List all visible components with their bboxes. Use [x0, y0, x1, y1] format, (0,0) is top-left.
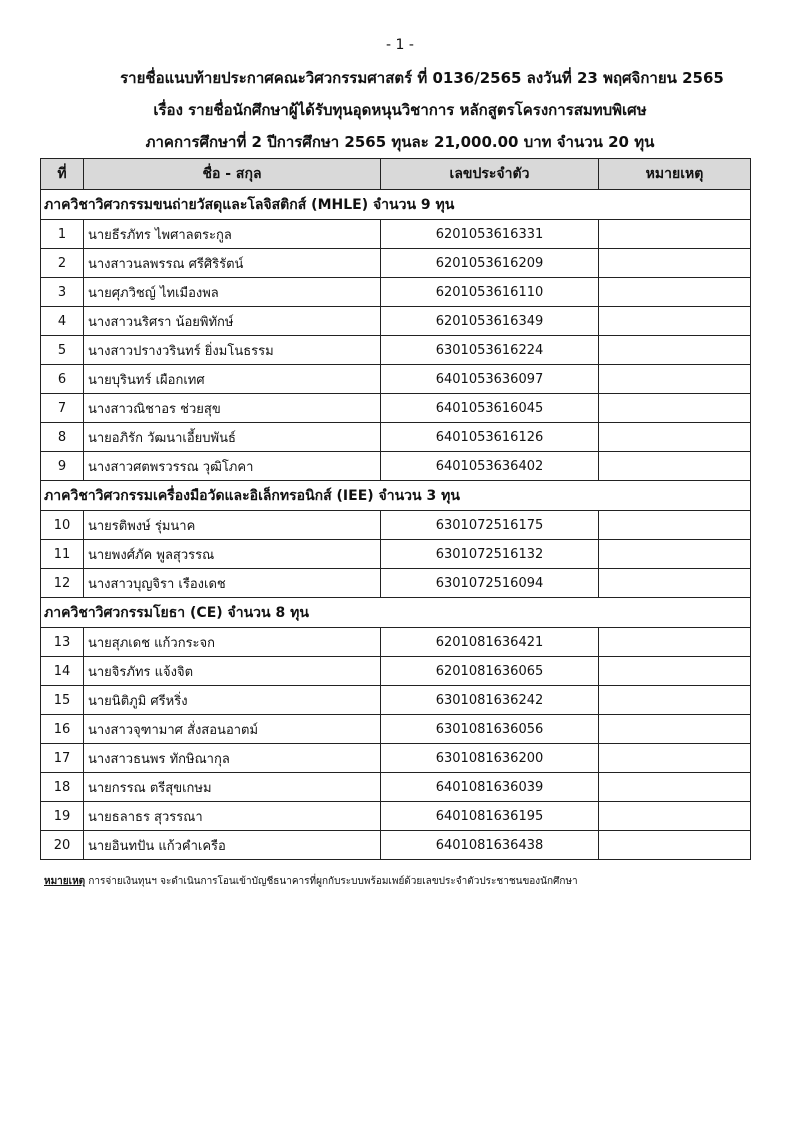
student-name: นายธีรภัทร ไพศาลตระกูล [84, 220, 381, 249]
student-name: นายกรรณ ตรีสุขเกษม [84, 773, 381, 802]
student-name: นายสุภเดช แก้วกระจก [84, 628, 381, 657]
student-name: นายอินทปัน แก้วคำเครือ [84, 831, 381, 860]
table-row [41, 278, 751, 307]
student-name: นางสาวณิชาอร ช่วยสุข [84, 394, 381, 423]
column-header-remark: หมายเหตุ [599, 159, 751, 190]
column-header-name: ชื่อ - สกุล [84, 159, 381, 190]
student-id: 6201081636065 [381, 657, 599, 686]
student-id: 6301072516132 [381, 540, 599, 569]
remark-cell [599, 307, 751, 336]
section-header-row [41, 598, 751, 628]
student-name: นายธลาธร สุวรรณา [84, 802, 381, 831]
row-number: 15 [41, 686, 84, 715]
remark-cell [599, 802, 751, 831]
student-id: 6401053636097 [381, 365, 599, 394]
row-number: 18 [41, 773, 84, 802]
section-header-row [41, 190, 751, 220]
row-number: 12 [41, 569, 84, 598]
remark-cell [599, 569, 751, 598]
row-number: 10 [41, 511, 84, 540]
header-line-1: รายชื่อแนบท้ายประกาศคณะวิศวกรรมศาสตร์ ที่ 0136/2565 ลงวันที่ 23 พฤศจิกายน 2565 [120, 69, 724, 87]
remark-cell [599, 365, 751, 394]
row-number: 9 [41, 452, 84, 481]
remark-cell [599, 686, 751, 715]
student-id: 6201053616209 [381, 249, 599, 278]
student-id: 6401081636438 [381, 831, 599, 860]
row-number: 19 [41, 802, 84, 831]
footnote [44, 874, 578, 889]
table-row [41, 686, 751, 715]
row-number: 1 [41, 220, 84, 249]
remark-cell [599, 657, 751, 686]
remark-cell [599, 831, 751, 860]
table-row [41, 423, 751, 452]
student-id: 6301081636242 [381, 686, 599, 715]
student-id: 6401081636039 [381, 773, 599, 802]
student-name: นายจิรภัทร แจ้งจิต [84, 657, 381, 686]
table-row [41, 540, 751, 569]
student-id: 6401053636402 [381, 452, 599, 481]
remark-cell [599, 452, 751, 481]
table-row [41, 336, 751, 365]
footnote-label: หมายเหตุ [44, 876, 86, 887]
student-id: 6401081636195 [381, 802, 599, 831]
row-number: 2 [41, 249, 84, 278]
student-id: 6301072516094 [381, 569, 599, 598]
student-name: นายพงศ์ภัค พูลสุวรรณ [84, 540, 381, 569]
column-header-id: เลขประจำตัว [381, 159, 599, 190]
student-name: นางสาวนริศรา น้อยพิทักษ์ [84, 307, 381, 336]
row-number: 13 [41, 628, 84, 657]
student-id: 6201081636421 [381, 628, 599, 657]
student-id: 6301081636200 [381, 744, 599, 773]
section-header-row [41, 481, 751, 511]
student-id: 6301081636056 [381, 715, 599, 744]
student-id: 6401053616126 [381, 423, 599, 452]
student-id: 6201053616110 [381, 278, 599, 307]
table-row [41, 220, 751, 249]
student-name: นายศุภวิชญ์ ไทเมืองพล [84, 278, 381, 307]
remark-cell [599, 773, 751, 802]
table-body [41, 190, 751, 860]
table-row [41, 657, 751, 686]
footnote-text: การจ่ายเงินทุนฯ จะดำเนินการโอนเข้าบัญชีธนาคารที่ผูกกับระบบพร้อมเพย์ด้วยเลขประจำตัวประชาชนของนักศึกษา [85, 876, 578, 887]
row-number: 6 [41, 365, 84, 394]
student-name: นางสาวจุฑามาศ สั่งสอนอาตม์ [84, 715, 381, 744]
header-line-3: ภาคการศึกษาที่ 2 ปีการศึกษา 2565 ทุนละ 21,000.00 บาท จำนวน 20 ทุน [145, 133, 655, 151]
table-row [41, 511, 751, 540]
table-row [41, 744, 751, 773]
student-id: 6301072516175 [381, 511, 599, 540]
student-name: นางสาวนลพรรณ ศรีศิริรัตน์ [84, 249, 381, 278]
section-title: ภาควิชาวิศวกรรมขนถ่ายวัสดุและโลจิสติกส์ (MHLE) จำนวน 9 ทุน [41, 190, 751, 220]
remark-cell [599, 220, 751, 249]
student-name: นายนิติภูมิ ศรีหริ่ง [84, 686, 381, 715]
table-row [41, 628, 751, 657]
remark-cell [599, 336, 751, 365]
student-name: นางสาวปรางวรินทร์ ยิ่งมโนธรรม [84, 336, 381, 365]
student-name: นายรติพงษ์ รุ่มนาค [84, 511, 381, 540]
header-line-2: เรื่อง รายชื่อนักศึกษาผู้ได้รับทุนอุดหนุนวิชาการ หลักสูตรโครงการสมทบพิเศษ [153, 101, 647, 119]
student-id: 6201053616331 [381, 220, 599, 249]
column-header-no: ที่ [41, 159, 84, 190]
remark-cell [599, 628, 751, 657]
table-row [41, 802, 751, 831]
row-number: 4 [41, 307, 84, 336]
row-number: 14 [41, 657, 84, 686]
scholarship-table [40, 158, 751, 860]
table-row [41, 715, 751, 744]
remark-cell [599, 540, 751, 569]
remark-cell [599, 715, 751, 744]
table-header-row [41, 159, 751, 190]
table-row [41, 569, 751, 598]
section-title: ภาควิชาวิศวกรรมโยธา (CE) จำนวน 8 ทุน [41, 598, 751, 628]
student-id: 6401053616045 [381, 394, 599, 423]
row-number: 17 [41, 744, 84, 773]
student-name: นายอภิรัก วัฒนาเอี้ยบพันธ์ [84, 423, 381, 452]
remark-cell [599, 394, 751, 423]
remark-cell [599, 423, 751, 452]
row-number: 7 [41, 394, 84, 423]
row-number: 3 [41, 278, 84, 307]
remark-cell [599, 511, 751, 540]
table-row [41, 307, 751, 336]
student-name: นายบุรินทร์ เผือกเทศ [84, 365, 381, 394]
section-title: ภาควิชาวิศวกรรมเครื่องมือวัดและอิเล็กทรอนิกส์ (IEE) จำนวน 3 ทุน [41, 481, 751, 511]
table-row [41, 452, 751, 481]
student-name: นางสาวธนพร ทักษิณากุล [84, 744, 381, 773]
table-row [41, 394, 751, 423]
row-number: 20 [41, 831, 84, 860]
table-row [41, 831, 751, 860]
table-row [41, 365, 751, 394]
table-row [41, 773, 751, 802]
remark-cell [599, 744, 751, 773]
remark-cell [599, 278, 751, 307]
page-number: - 1 - [386, 37, 414, 53]
row-number: 8 [41, 423, 84, 452]
table-row [41, 249, 751, 278]
row-number: 5 [41, 336, 84, 365]
row-number: 11 [41, 540, 84, 569]
student-name: นางสาวบุญจิรา เรืองเดช [84, 569, 381, 598]
student-id: 6201053616349 [381, 307, 599, 336]
remark-cell [599, 249, 751, 278]
student-name: นางสาวศตพรวรรณ วุฒิโภคา [84, 452, 381, 481]
row-number: 16 [41, 715, 84, 744]
student-id: 6301053616224 [381, 336, 599, 365]
